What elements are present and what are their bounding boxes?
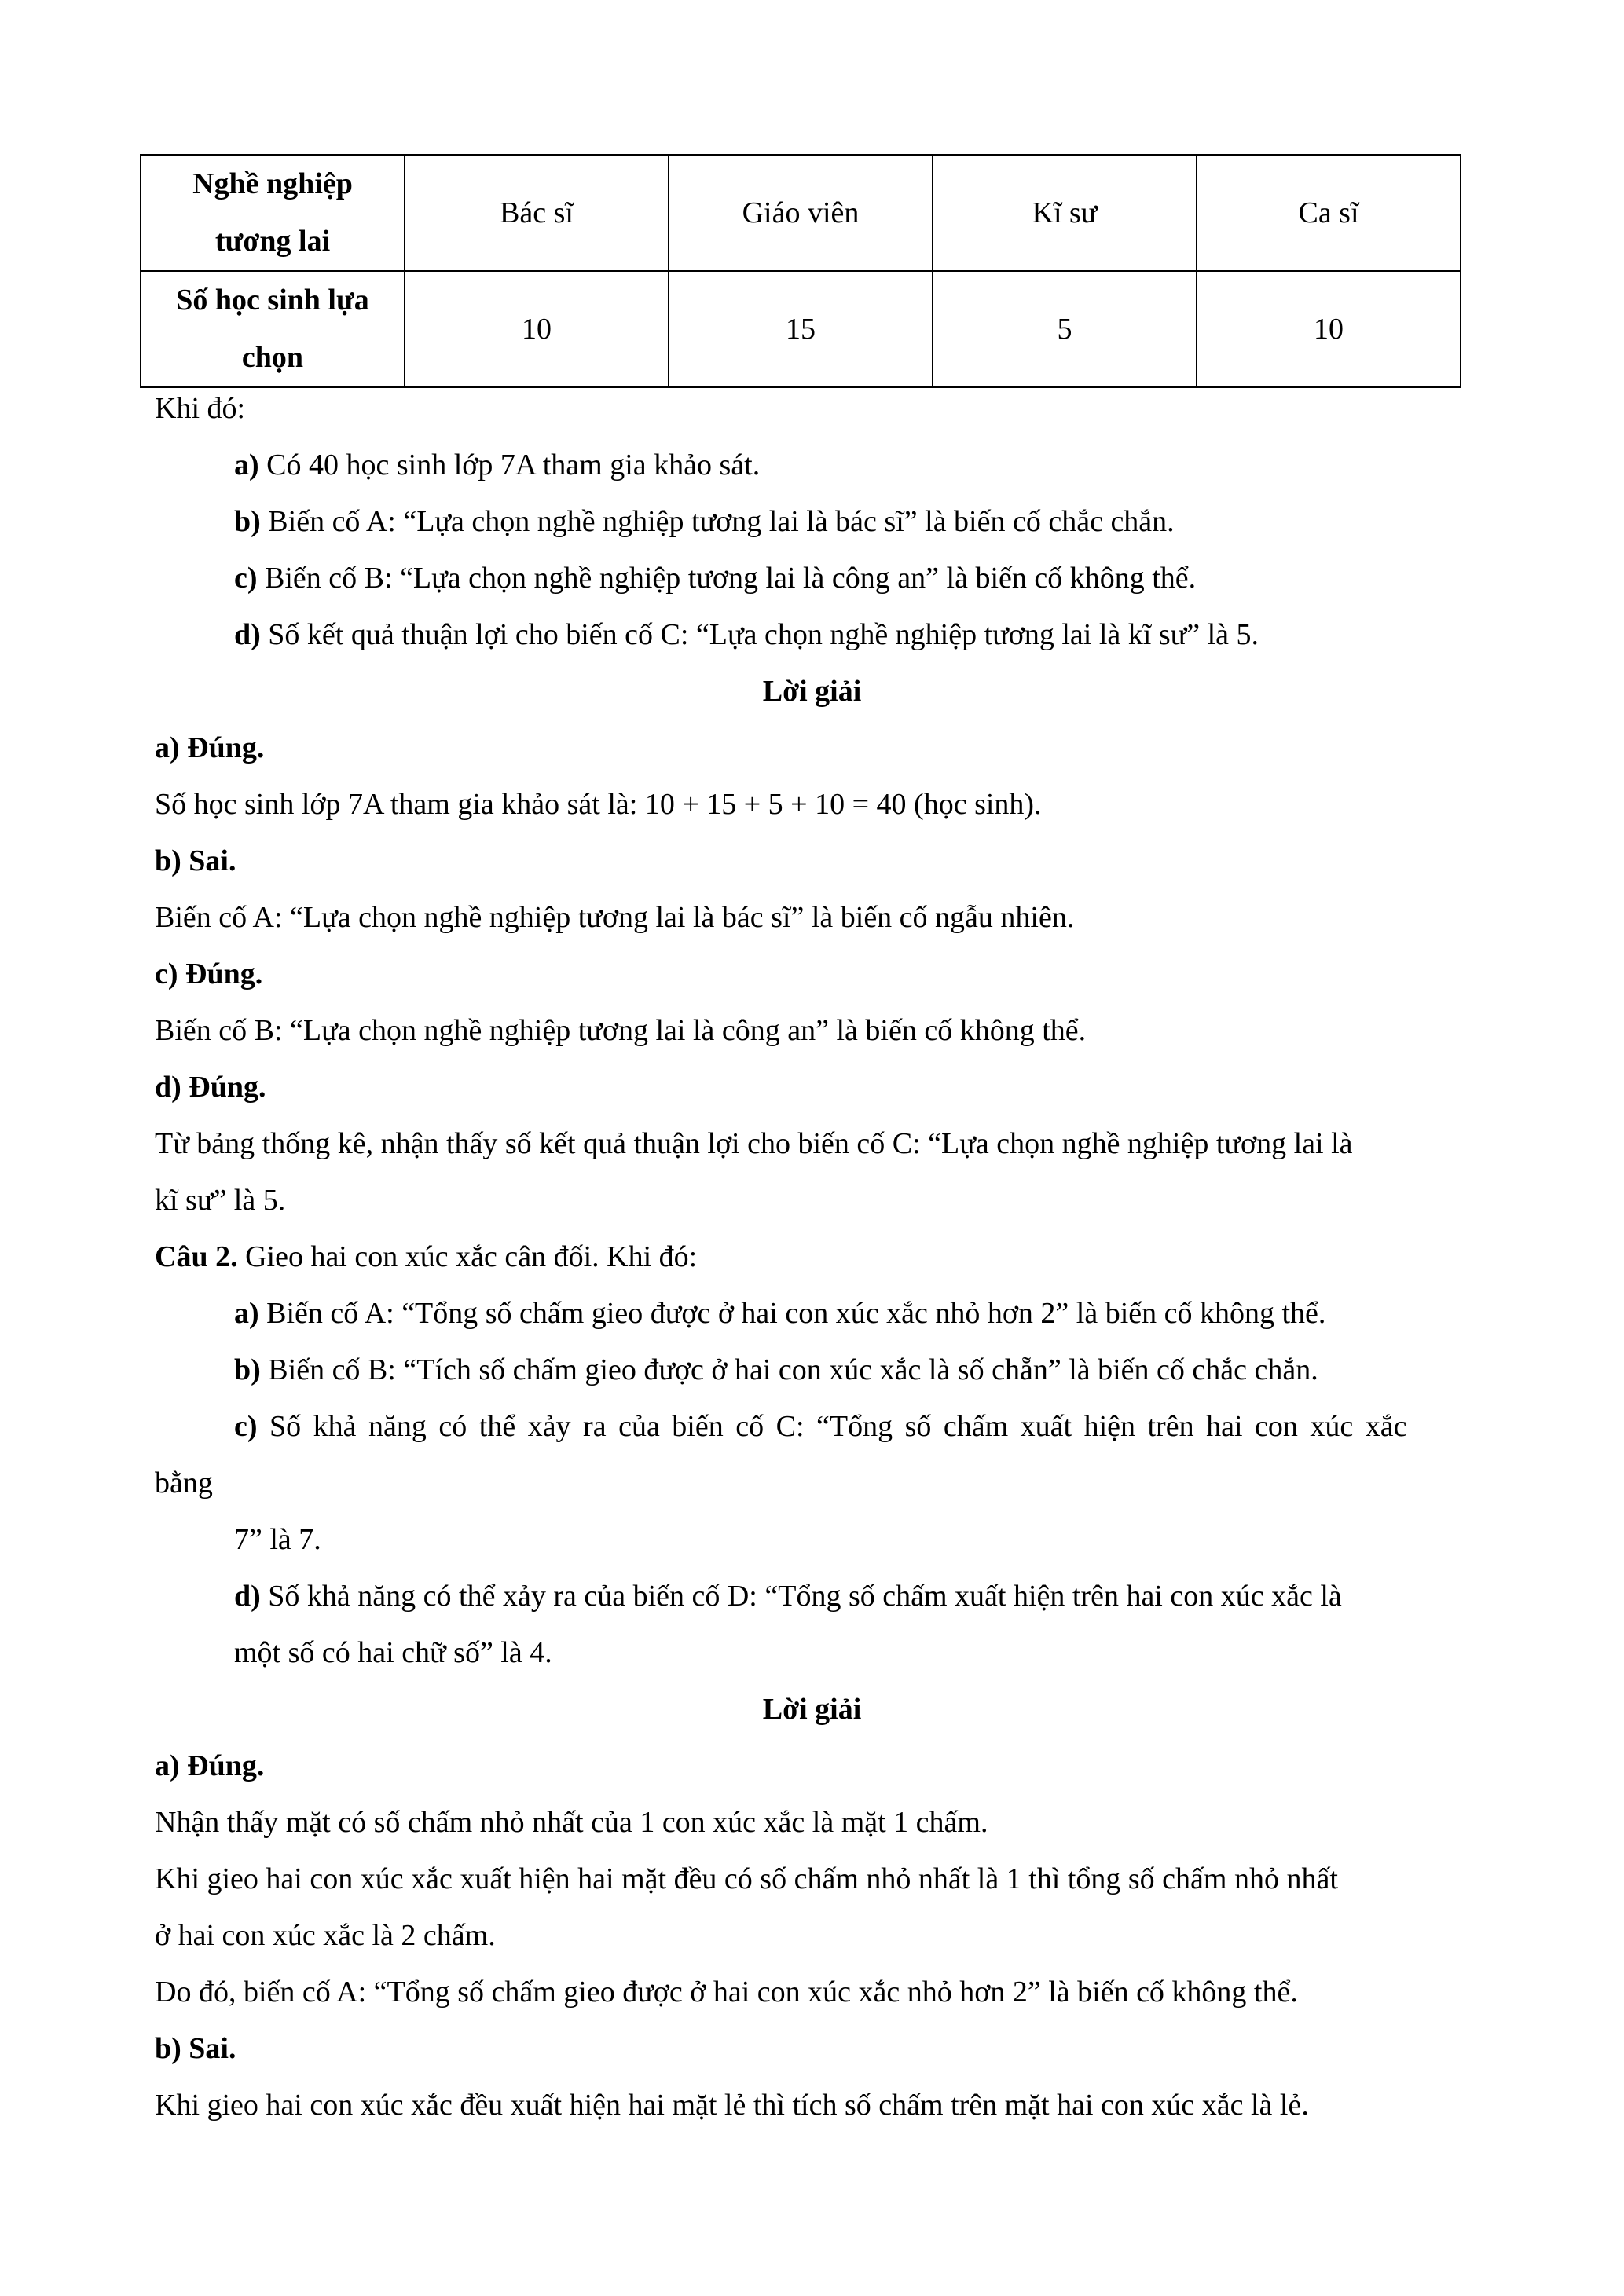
q1-statement-a: [234, 450, 760, 480]
q1-b-text: Biến cố A: “Lựa chọn nghề nghiệp tương lai là bác sĩ” là biến cố chắc chắn.: [260, 505, 1175, 538]
q2-a-label: a): [234, 1297, 259, 1330]
table-header-row: [141, 155, 1461, 271]
sol2-a-text-2: Khi gieo hai con xúc xắc xuất hiện hai mặt đều có số chấm nhỏ nhất là 1 thì tổng số chấm nhỏ nhất: [155, 1862, 1338, 1895]
sol2-b-verdict: b) Sai.: [155, 2032, 236, 2065]
q1-a-label: a): [234, 449, 259, 482]
table-cell-singer-count: 10: [1197, 271, 1461, 387]
q1-d-text: Số kết quả thuận lợi cho biến cố C: “Lựa chọn nghề nghiệp tương lai là kĩ sư” là 5.: [260, 618, 1259, 651]
q1-statement-c: [234, 563, 1196, 593]
sol1-a-text: [155, 789, 1042, 819]
q1-c-text: Biến cố B: “Lựa chọn nghề nghiệp tương lai là công an” là biến cố không thể.: [257, 562, 1197, 595]
table-cell-singer: Ca sĩ: [1197, 155, 1461, 271]
sol1-a-verdict: a) Đúng.: [155, 731, 265, 764]
q1-intro: Khi đó:: [155, 392, 246, 425]
solution-1-heading: Lời giải: [762, 675, 862, 708]
survey-table: [140, 154, 1461, 388]
sol2-a-text-1: Nhận thấy mặt có số chấm nhỏ nhất của 1 con xúc xắc là mặt 1 chấm.: [155, 1806, 988, 1839]
sol2-a-text-3: ở hai con xúc xắc là 2 chấm.: [155, 1919, 496, 1952]
q2-statement-a: [234, 1298, 1325, 1328]
table-cell-engineer: Kĩ sư: [933, 155, 1197, 271]
sol1-d-verdict: d) Đúng.: [155, 1071, 266, 1104]
q2-statement-b: [234, 1355, 1318, 1385]
q2-c-text-2: bằng: [155, 1467, 213, 1500]
sol1-c-text: Biến cố B: “Lựa chọn nghề nghiệp tương lai là công an” là biến cố không thể.: [155, 1014, 1087, 1047]
sol1-c-verdict: c) Đúng.: [155, 958, 263, 991]
sol1-d-text-1: Từ bảng thống kê, nhận thấy số kết quả thuận lợi cho biến cố C: “Lựa chọn nghề nghiệp tương lai là: [155, 1127, 1353, 1160]
q1-c-label: c): [234, 562, 258, 595]
table-cell-value-label: Số học sinh lựa chọn: [141, 271, 405, 387]
q2-text: Gieo hai con xúc xắc cân đối. Khi đó:: [237, 1240, 698, 1273]
q2-b-text: Biến cố B: “Tích số chấm gieo được ở hai con xúc xắc là số chẵn” là biến cố chắc chắn.: [260, 1353, 1318, 1386]
q2-c-text-3: 7” là 7.: [234, 1523, 321, 1556]
q2-statement-d: [234, 1581, 1342, 1611]
q2-d-text-2: một số có hai chữ số” là 4.: [234, 1636, 552, 1669]
q2-a-text: Biến cố A: “Tổng số chấm gieo được ở hai con xúc xắc nhỏ hơn 2” là biến cố không thể.: [258, 1297, 1326, 1330]
q1-d-label: d): [234, 618, 261, 651]
q1-statement-d: [234, 620, 1259, 650]
sol2-b-text: Khi gieo hai con xúc xắc đều xuất hiện hai mặt lẻ thì tích số chấm trên mặt hai con xúc xắc là lẻ.: [155, 2089, 1309, 2122]
sol2-a-verdict: a) Đúng.: [155, 1749, 265, 1782]
sol1-b-text: Biến cố A: “Lựa chọn nghề nghiệp tương lai là bác sĩ” là biến cố ngẫu nhiên.: [155, 901, 1075, 934]
sol1-b-verdict: b) Sai.: [155, 844, 236, 877]
sol1-a-text-pre: Số học sinh lớp 7A tham gia khảo sát là:: [155, 788, 645, 821]
q2-statement-c: [234, 1412, 1406, 1441]
q2-label: Câu 2.: [155, 1240, 238, 1273]
table-cell-teacher-count: 15: [669, 271, 933, 387]
table-cell-header-label: Nghề nghiệp tương lai: [141, 155, 405, 271]
q2-prompt: [155, 1242, 697, 1272]
solution-2-heading: Lời giải: [762, 1693, 862, 1726]
q2-c-label: c): [234, 1410, 258, 1443]
q1-a-text: Có 40 học sinh lớp 7A tham gia khảo sát.: [258, 449, 761, 482]
sol2-a-text-4: Do đó, biến cố A: “Tổng số chấm gieo được ở hai con xúc xắc nhỏ hơn 2” là biến cố không thể.: [155, 1976, 1298, 2009]
table-value-row: [141, 271, 1461, 387]
sol1-d-text-2: kĩ sư” là 5.: [155, 1184, 286, 1217]
table-cell-doctor: Bác sĩ: [405, 155, 669, 271]
table-cell-teacher: Giáo viên: [669, 155, 933, 271]
q2-c-text-1: Số khả năng có thể xảy ra của biến cố C: “Tổng số chấm xuất hiện trên hai con xúc xắc: [257, 1410, 1407, 1443]
q2-d-label: d): [234, 1580, 261, 1613]
q2-b-label: b): [234, 1353, 261, 1386]
q1-b-label: b): [234, 505, 261, 538]
q2-d-text-1: Số khả năng có thể xảy ra của biến cố D: “Tổng số chấm xuất hiện trên hai con xúc xắc là: [260, 1580, 1342, 1613]
table-cell-engineer-count: 5: [933, 271, 1197, 387]
q1-statement-b: [234, 507, 1175, 536]
sol1-a-formula: 10 + 15 + 5 + 10 = 40: [644, 788, 907, 821]
table-cell-doctor-count: 10: [405, 271, 669, 387]
sol1-a-text-post: (học sinh).: [906, 788, 1042, 821]
